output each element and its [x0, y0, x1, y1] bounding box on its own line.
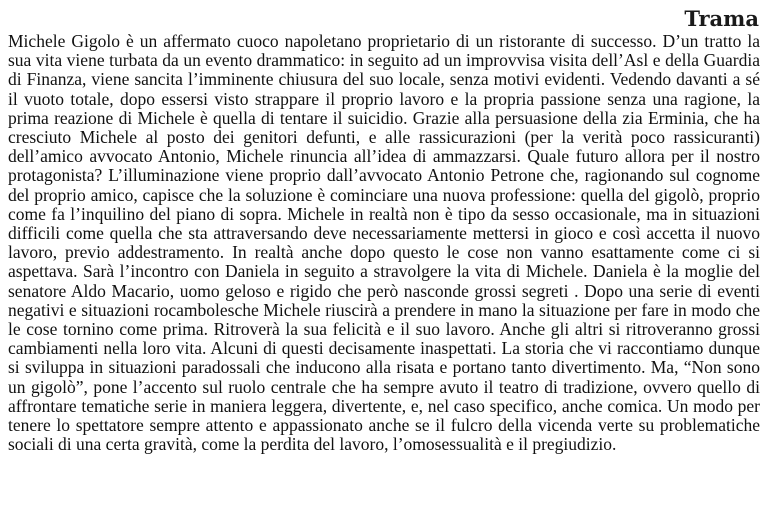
article-body: Michele Gigolo è un affermato cuoco napoletano proprietario di un ristorante di successo. D’un tratto la sua vita viene turbata da un evento drammatico: in seguito ad un improvvisa visita dell’Asl e della Guardia di Finanza, viene sancita l’imminente chiusura del suo locale, senza motivi evidenti. Vedendo davanti a sé il vuoto totale, dopo essersi visto strappare il proprio lavoro e la propria passione senza una ragione, la prima reazione di Michele è quella di tentare il suicidio. Grazie alla persuasione della zia Erminia, che ha cresciuto Michele al posto dei genitori defunti, e alle rassicurazioni (per la verità poco rassicuranti) dell’amico avvocato Antonio, Michele rinuncia all’idea di ammazzarsi. Quale futuro allora per il nostro protagonista? L’illuminazione viene proprio dall’avvocato Antonio Petrone che, ragionando sul cognome del proprio amico, capisce che la soluzione è cominciare una nuova professione: quella del gigolò, proprio come fa l’inquilino del piano di sopra. Michele in realtà non è tipo da sesso occasionale, ma in situazioni difficili come quella che sta attraversando deve necessariamente mettersi in gioco e così accetta il nuovo lavoro, previo addestramento. In realtà anche dopo questo le cose non vanno esattamente come ci si aspettava. Sarà l’incontro con Daniela in seguito a stravolgere la vita di Michele. Daniela è la moglie del senatore Aldo Macario, uomo geloso e rigido che però nasconde grossi segreti . Dopo una serie di eventi negativi e situazioni rocambolesche Michele riuscirà a prendere in mano la situazione per fare in modo che le cose tornino come prima. Ritroverà la sua felicità e il suo lavoro. Anche gli altri si ritroveranno grossi cambiamenti nella loro vita. Alcuni di questi decisamente inaspettati. La storia che vi raccontiamo dunque si sviluppa in situazioni paradossali che inducono alla risata e portano tanto divertimento. Ma, “Non sono un gigolò”, pone l’accento sul ruolo centrale che ha sempre avuto il teatro di tradizione, ovvero quello di affrontare tematiche serie in maniera leggera, divertente, e, nel caso specifico, anche comica. Un modo per tenere lo spettatore sempre attento e appassionato anche se il fulcro della vicenda verte su problematiche sociali di una certa gravità, come la perdita del lavoro, l’omosessualità e il pregiudizio. — [8, 31, 760, 455]
article-title: Trama — [684, 6, 759, 31]
article — [8, 6, 760, 519]
